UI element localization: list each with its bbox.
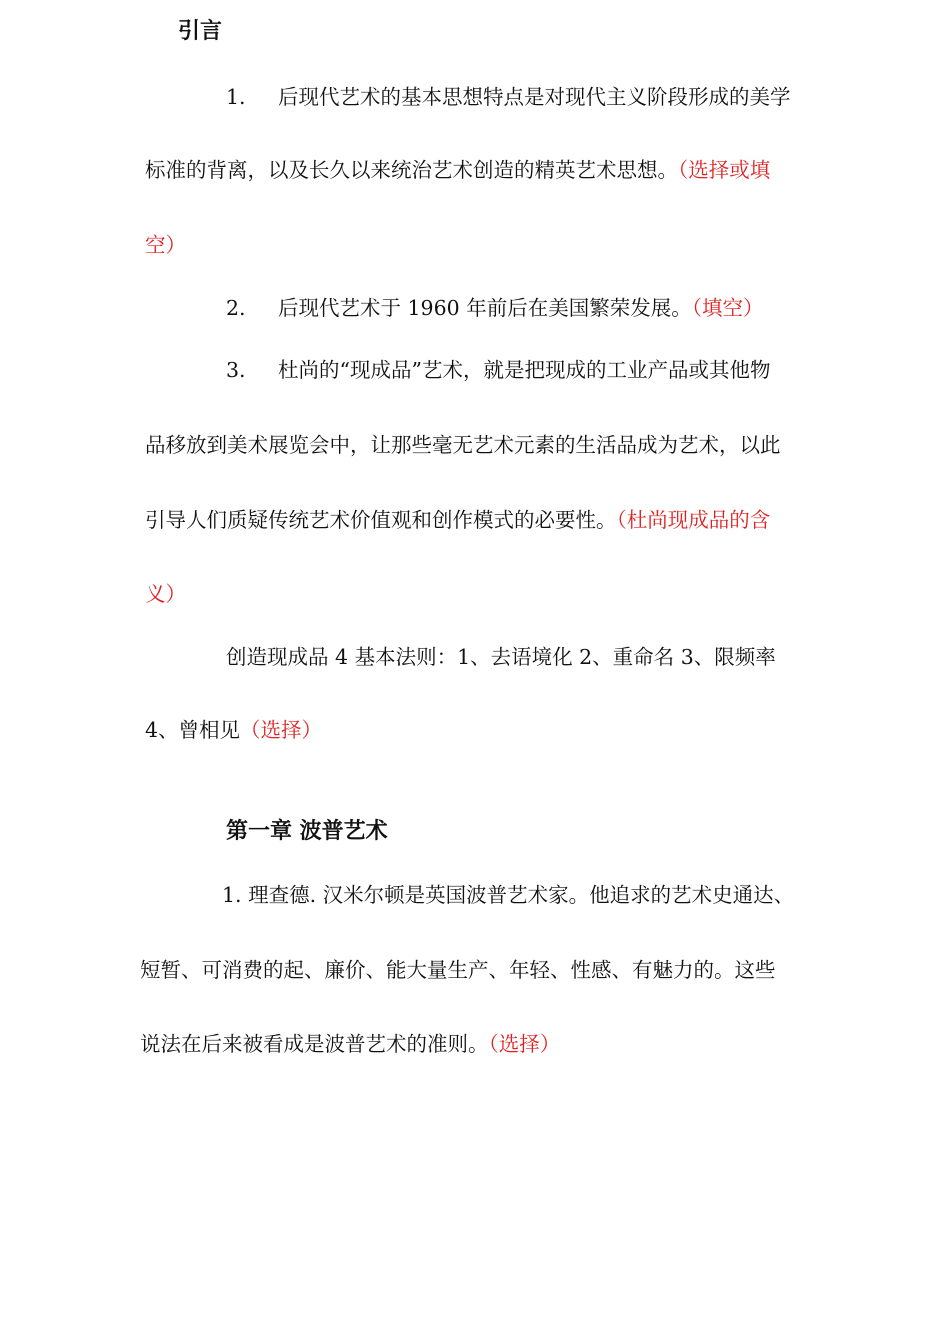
chapter-1-heading: 第一章 波普艺术	[226, 819, 388, 844]
intro-item-3-line-4: 义）	[145, 582, 186, 606]
intro-heading: 引言	[178, 19, 223, 44]
intro-item-3-line-1	[226, 355, 770, 385]
intro-item-1-note: （选择或填	[678, 158, 771, 182]
intro-item-2	[226, 293, 763, 323]
chapter-1-item-1-text-3: 说法在后来被看成是波普艺术的准则。	[140, 1032, 489, 1056]
intro-item-3-line-3	[145, 505, 770, 535]
intro-item-3-line-2: 品移放到美术展览会中，让那些毫无艺术元素的生活品成为艺术，以此	[145, 433, 781, 457]
intro-item-2-number: 2.	[226, 296, 246, 320]
chapter-1-item-1-note: （选择）	[488, 1032, 561, 1056]
intro-item-2-note: （填空）	[691, 296, 764, 320]
intro-item-1-number: 1.	[226, 85, 246, 109]
rules-note: （选择）	[240, 718, 323, 742]
intro-item-2-text: 后现代艺术于 1960 年前后在美国繁荣发展。	[278, 296, 692, 320]
intro-item-1-line-3: 空）	[145, 233, 186, 257]
chapter-1-item-1-line-2: 短暂、可消费的起、廉价、能大量生产、年轻、性感、有魅力的。这些	[140, 958, 776, 982]
chapter-1-item-1-line-3	[140, 1029, 560, 1059]
intro-item-3-text-3: 引导人们质疑传统艺术价值观和创作模式的必要性。	[145, 508, 617, 532]
intro-item-3-number: 3.	[226, 358, 246, 382]
intro-item-1-text-2: 标准的背离，以及长久以来统治艺术创造的精英艺术思想。	[145, 158, 678, 182]
intro-item-1-text-1: 后现代艺术的基本思想特点是对现代主义阶段形成的美学	[278, 85, 791, 109]
rules-line-1: 创造现成品 4 基本法则：1、去语境化 2、重命名 3、限频率	[226, 645, 776, 669]
intro-item-3-text-1: 杜尚的“现成品”艺术，就是把现成的工业产品或其他物	[278, 358, 771, 382]
rules-text-2: 4、曾相见	[145, 718, 241, 742]
chapter-1-item-1-line-1: 1. 理查德. 汉米尔顿是英国波普艺术家。他追求的艺术史通达、	[222, 883, 795, 907]
intro-item-3-note: （杜尚现成品的含	[616, 508, 771, 532]
rules-line-2	[145, 715, 322, 745]
intro-item-1-line-2	[145, 155, 770, 185]
intro-item-1-line-1	[226, 82, 791, 112]
